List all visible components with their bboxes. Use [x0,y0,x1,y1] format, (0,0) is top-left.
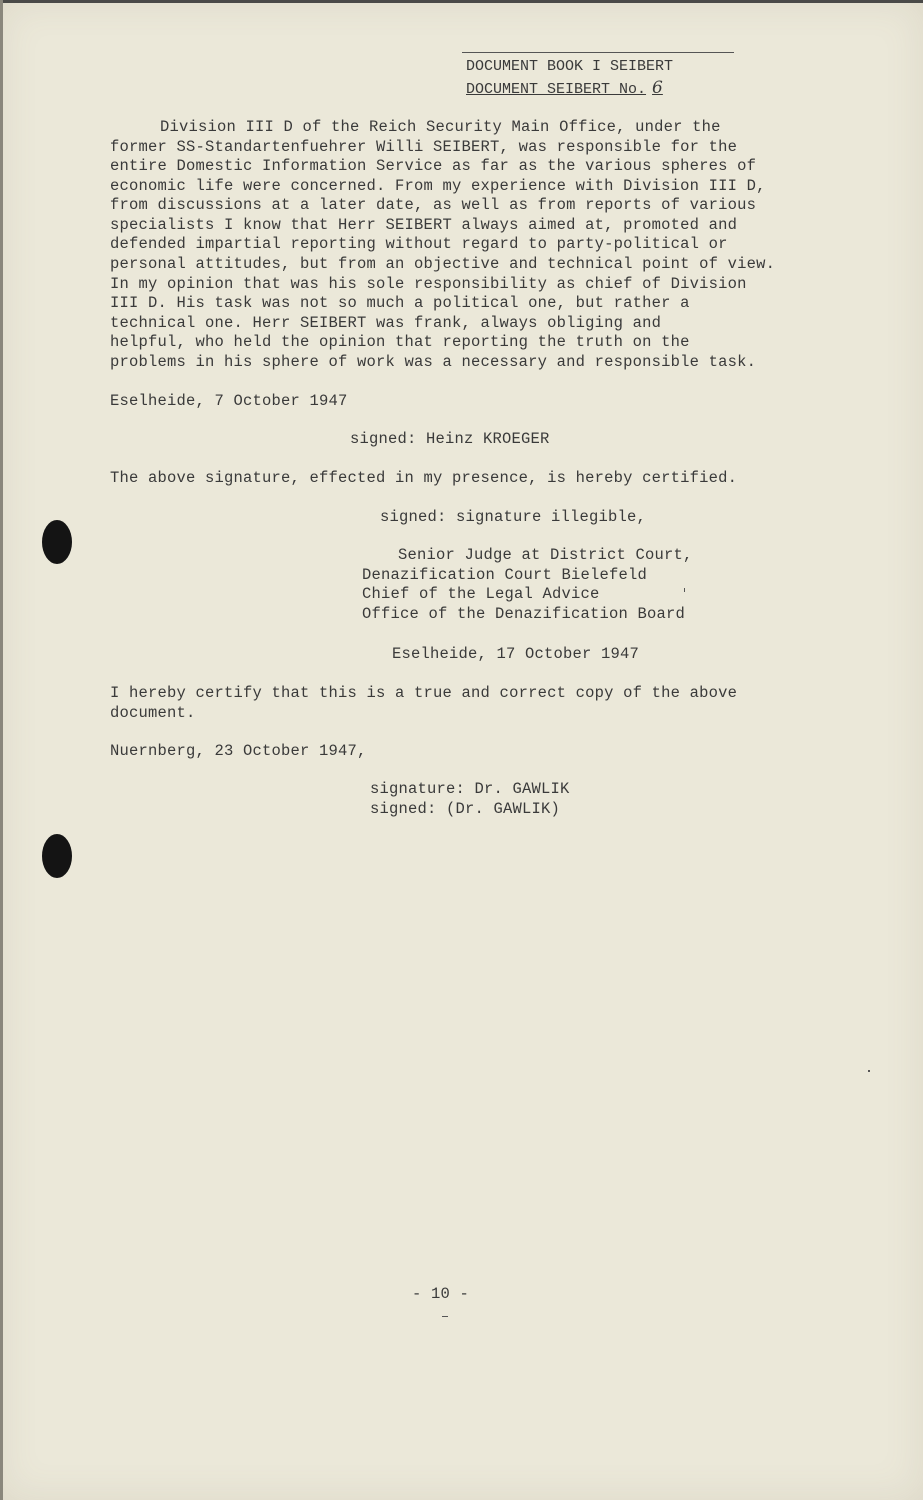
header-rule [462,52,734,53]
header-line-2 [466,78,663,98]
paragraph-line-4: economic life were concerned. From my experience with Division III D, [110,177,766,195]
title-line-1: Senior Judge at District Court, [398,546,693,564]
signed-kroeger: signed: Heinz KROEGER [350,430,550,448]
paragraph-line-5: from discussions at a later date, as well as from reports of various [110,196,757,214]
page-left-edge [0,0,3,1500]
punch-hole-upper [42,520,72,564]
stray-mark-bottom [442,1316,448,1317]
copy-certification-line-2: document. [110,704,196,722]
signature-gawlik: signature: Dr. GAWLIK [370,780,570,798]
signed-gawlik: signed: (Dr. GAWLIK) [370,800,561,818]
paragraph-line-3: entire Domestic Information Service as far as the various spheres of [110,157,757,175]
paragraph-line-9: In my opinion that was his sole responsibility as chief of Division [110,275,747,293]
paragraph-line-2: former SS-Standartenfuehrer Willi SEIBERT, was responsible for the [110,138,738,156]
page-number: - 10 - [412,1285,470,1303]
place-date-nuernberg: Nuernberg, 23 October 1947, [110,742,367,760]
paragraph-line-7: defended impartial reporting without regard to party-political or [110,235,728,253]
title-line-4: Office of the Denazification Board [362,605,686,623]
paragraph-line-6: specialists I know that Herr SEIBERT always aimed at, promoted and [110,216,738,234]
title-line-3: Chief of the Legal Advice [362,585,600,603]
paragraph-line-10: III D. His task was not so much a political one, but rather a [110,294,690,312]
place-date-eselheide-17-october: Eselheide, 17 October 1947 [392,645,640,663]
copy-certification-line-1: I hereby certify that this is a true and correct copy of the above [110,684,738,702]
header-line-1: DOCUMENT BOOK I SEIBERT [466,58,674,75]
paragraph-line-11: technical one. Herr SEIBERT was frank, always obliging and [110,314,662,332]
paragraph-line-1: Division III D of the Reich Security Main Office, under the [160,118,721,136]
paragraph-line-12: helpful, who held the opinion that reporting the truth on the [110,333,690,351]
title-line-2: Denazification Court Bielefeld [362,566,648,584]
signature-certification: The above signature, effected in my presence, is hereby certified. [110,469,738,487]
punch-hole-lower [42,834,72,878]
signed-illegible: signed: signature illegible, [380,508,647,526]
page-top-edge [0,0,923,3]
header-document-number: 6 [652,78,663,98]
paragraph-line-8: personal attitudes, but from an objective and technical point of view. [110,255,776,273]
paragraph-line-13: problems in his sphere of work was a necessary and responsible task. [110,353,757,371]
place-date-eselheide-7-october: Eselheide, 7 October 1947 [110,392,348,410]
header-line-2-text: DOCUMENT SEIBERT No. [466,81,647,98]
stray-mark-right [684,588,685,592]
stray-mark-edge [868,1070,870,1072]
